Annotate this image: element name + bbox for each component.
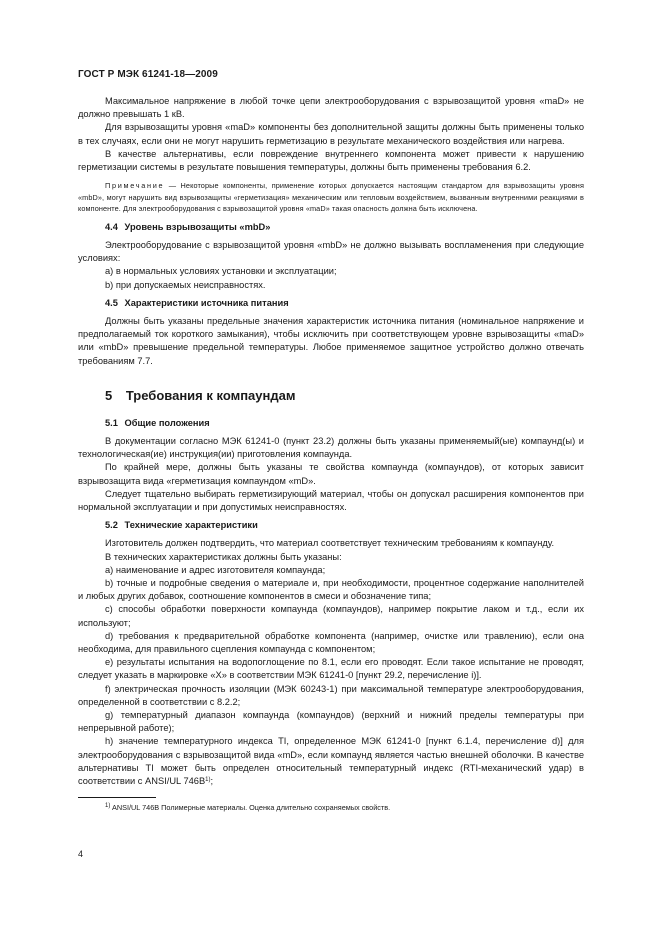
note (78, 180, 584, 215)
section-title: Требования к компаундам (125, 387, 296, 403)
list-item: a) в нормальных условиях установки и эксплуатации; (105, 266, 337, 277)
paragraph: В технических характеристиках должны быть указаны: (105, 551, 342, 562)
list-item: c) способы обработки поверхности компаунда (компаундов), например покрытие лаком и т.д., если их используют; (78, 604, 584, 628)
list-item: b) точные и подробные сведения о материале и, при необходимости, процентное содержание наполнителей и любых других добавок, соотношение компонентов в смеси и обозначение типа; (78, 577, 584, 602)
subsection-number: 4.4 (105, 221, 118, 232)
paragraph: Электрооборудование с взрывозащитой уровня «mbD» не должно вызывать воспламенения при следующие условиях: (78, 239, 584, 264)
paragraph: Максимальное напряжение в любой точке цепи электрооборудования с взрывозащитой уровня «maD» не должно превышать 1 кВ. (78, 96, 584, 120)
footnote-mark: 1) (105, 803, 111, 810)
paragraph: По крайней мере, должны быть указаны те свойства компаунда (компаундов), от которых зависит взрывозащита вида «герметизация компаундом «mD». (78, 462, 584, 486)
note-text: — Некоторые компоненты, применение которых допускается настоящим стандартом для взрывозащиты уровня «mbD», могут нарушить вид взрывозащиты «герметизация» механическим или тепловым воздействием, вызванным внутренними реакциями в компоненте. Для электрооборудования с взрывозащитой уровня «maD» такая опасность должна быть исключена. (78, 181, 584, 214)
paragraph: Следует тщательно выбирать герметизирующий материал, чтобы он допускал расширения компонентов при нормальной эксплуатации и при допустимых неисправностях. (78, 488, 584, 512)
note-label: Примечание (105, 181, 165, 191)
page-number: 4 (78, 849, 84, 859)
subsection-title: Характеристики источника питания (124, 297, 289, 308)
list-item-text: h) значение температурного индекса TI, определенное МЭК 61241-0 [пункт 6.1.4, перечисление d)] для электрооборудования с взрывозащитой вида «mD», если компаунд является частью внешней оболочки. В качестве альтернативы TI может быть определен относительный температурный индекс (RTI-механический удар) в соответствии с ANSI/UL 746B (78, 736, 584, 787)
document-header: ГОСТ Р МЭК 61241-18—2009 (78, 69, 218, 80)
subsection-number: 5.2 (105, 520, 118, 531)
footnote (78, 803, 584, 813)
paragraph: Должны быть указаны предельные значения характеристик источника питания (номинальное напряжение и предполагаемый ток короткого замыкания), чтобы исключить при соответствующем уровне взрывозащиты «maD» или «mbD» превышение предельной температуры. Любое применяемое защитное устройство должно отвечать требованиям 7.7. (78, 315, 584, 366)
list-item: a) наименование и адрес изготовителя компаунда; (105, 564, 326, 575)
paragraph: В документации согласно МЭК 61241-0 (пункт 23.2) должны быть указаны применяемый(ые) компаунд(ы) и технологическая(ие) инструкция(ии) приготовления компаунда. (78, 435, 584, 460)
list-item: e) результаты испытания на водопоглощение по 8.1, если его проводят. Если такое испытание не проводят, следует указать в маркировке «X» в соответствии МЭК 61241-0 [пункт 29.2, перечисление i)]. (78, 657, 584, 681)
section-heading-5 (105, 388, 584, 404)
paragraph: Изготовитель должен подтвердить, что материал соответствует техническим требованиям к компаунду. (105, 538, 555, 549)
subsection-heading-4-5 (105, 297, 584, 310)
paragraph: В качестве альтернативы, если повреждение внутреннего компонента может привести к нарушению герметизации системы в результате повышения температуры, должны быть применены требования 6.2. (78, 148, 584, 173)
subsection-number: 5.1 (105, 417, 118, 428)
subsection-number: 4.5 (105, 297, 118, 308)
subsection-heading-5-1 (105, 417, 584, 430)
subsection-heading-4-4 (105, 221, 584, 234)
footnote-text: ANSI/UL 746B Полимерные материалы. Оценка длительно сохраняемых свойств. (111, 803, 391, 813)
list-item: f) электрическая прочность изоляции (МЭК 60243-1) при максимальной температуре электрооборудования, определенной в соответствии с 8.2.2; (78, 683, 584, 707)
section-number: 5 (105, 387, 113, 403)
paragraph: Для взрывозащиты уровня «maD» компоненты без дополнительной защиты должны быть применены только в тех случаях, если они не могут нарушить герметизацию в результате механического воздействия или нагрева. (78, 122, 584, 146)
list-item: d) требования к предварительной обработке компонента (например, очистке или травлению), если она необходима, для правильного сцепления компаунда с компонентом; (78, 630, 584, 654)
list-item (78, 735, 584, 788)
footnote-divider (78, 797, 156, 798)
list-item: g) температурный диапазон компаунда (компаундов) (верхний и нижний пределы температуры при непрерывной работе); (78, 710, 584, 734)
subsection-title: Уровень взрывозащиты «mbD» (124, 221, 271, 232)
list-item: b) при допускаемых неисправностях. (105, 279, 266, 290)
list-item-end: ; (210, 776, 214, 787)
document-body (78, 95, 584, 813)
footnote-reference[interactable]: 1) (205, 777, 211, 784)
subsection-title: Общие положения (124, 417, 210, 428)
subsection-title: Технические характеристики (124, 520, 258, 531)
subsection-heading-5-2 (105, 519, 584, 532)
